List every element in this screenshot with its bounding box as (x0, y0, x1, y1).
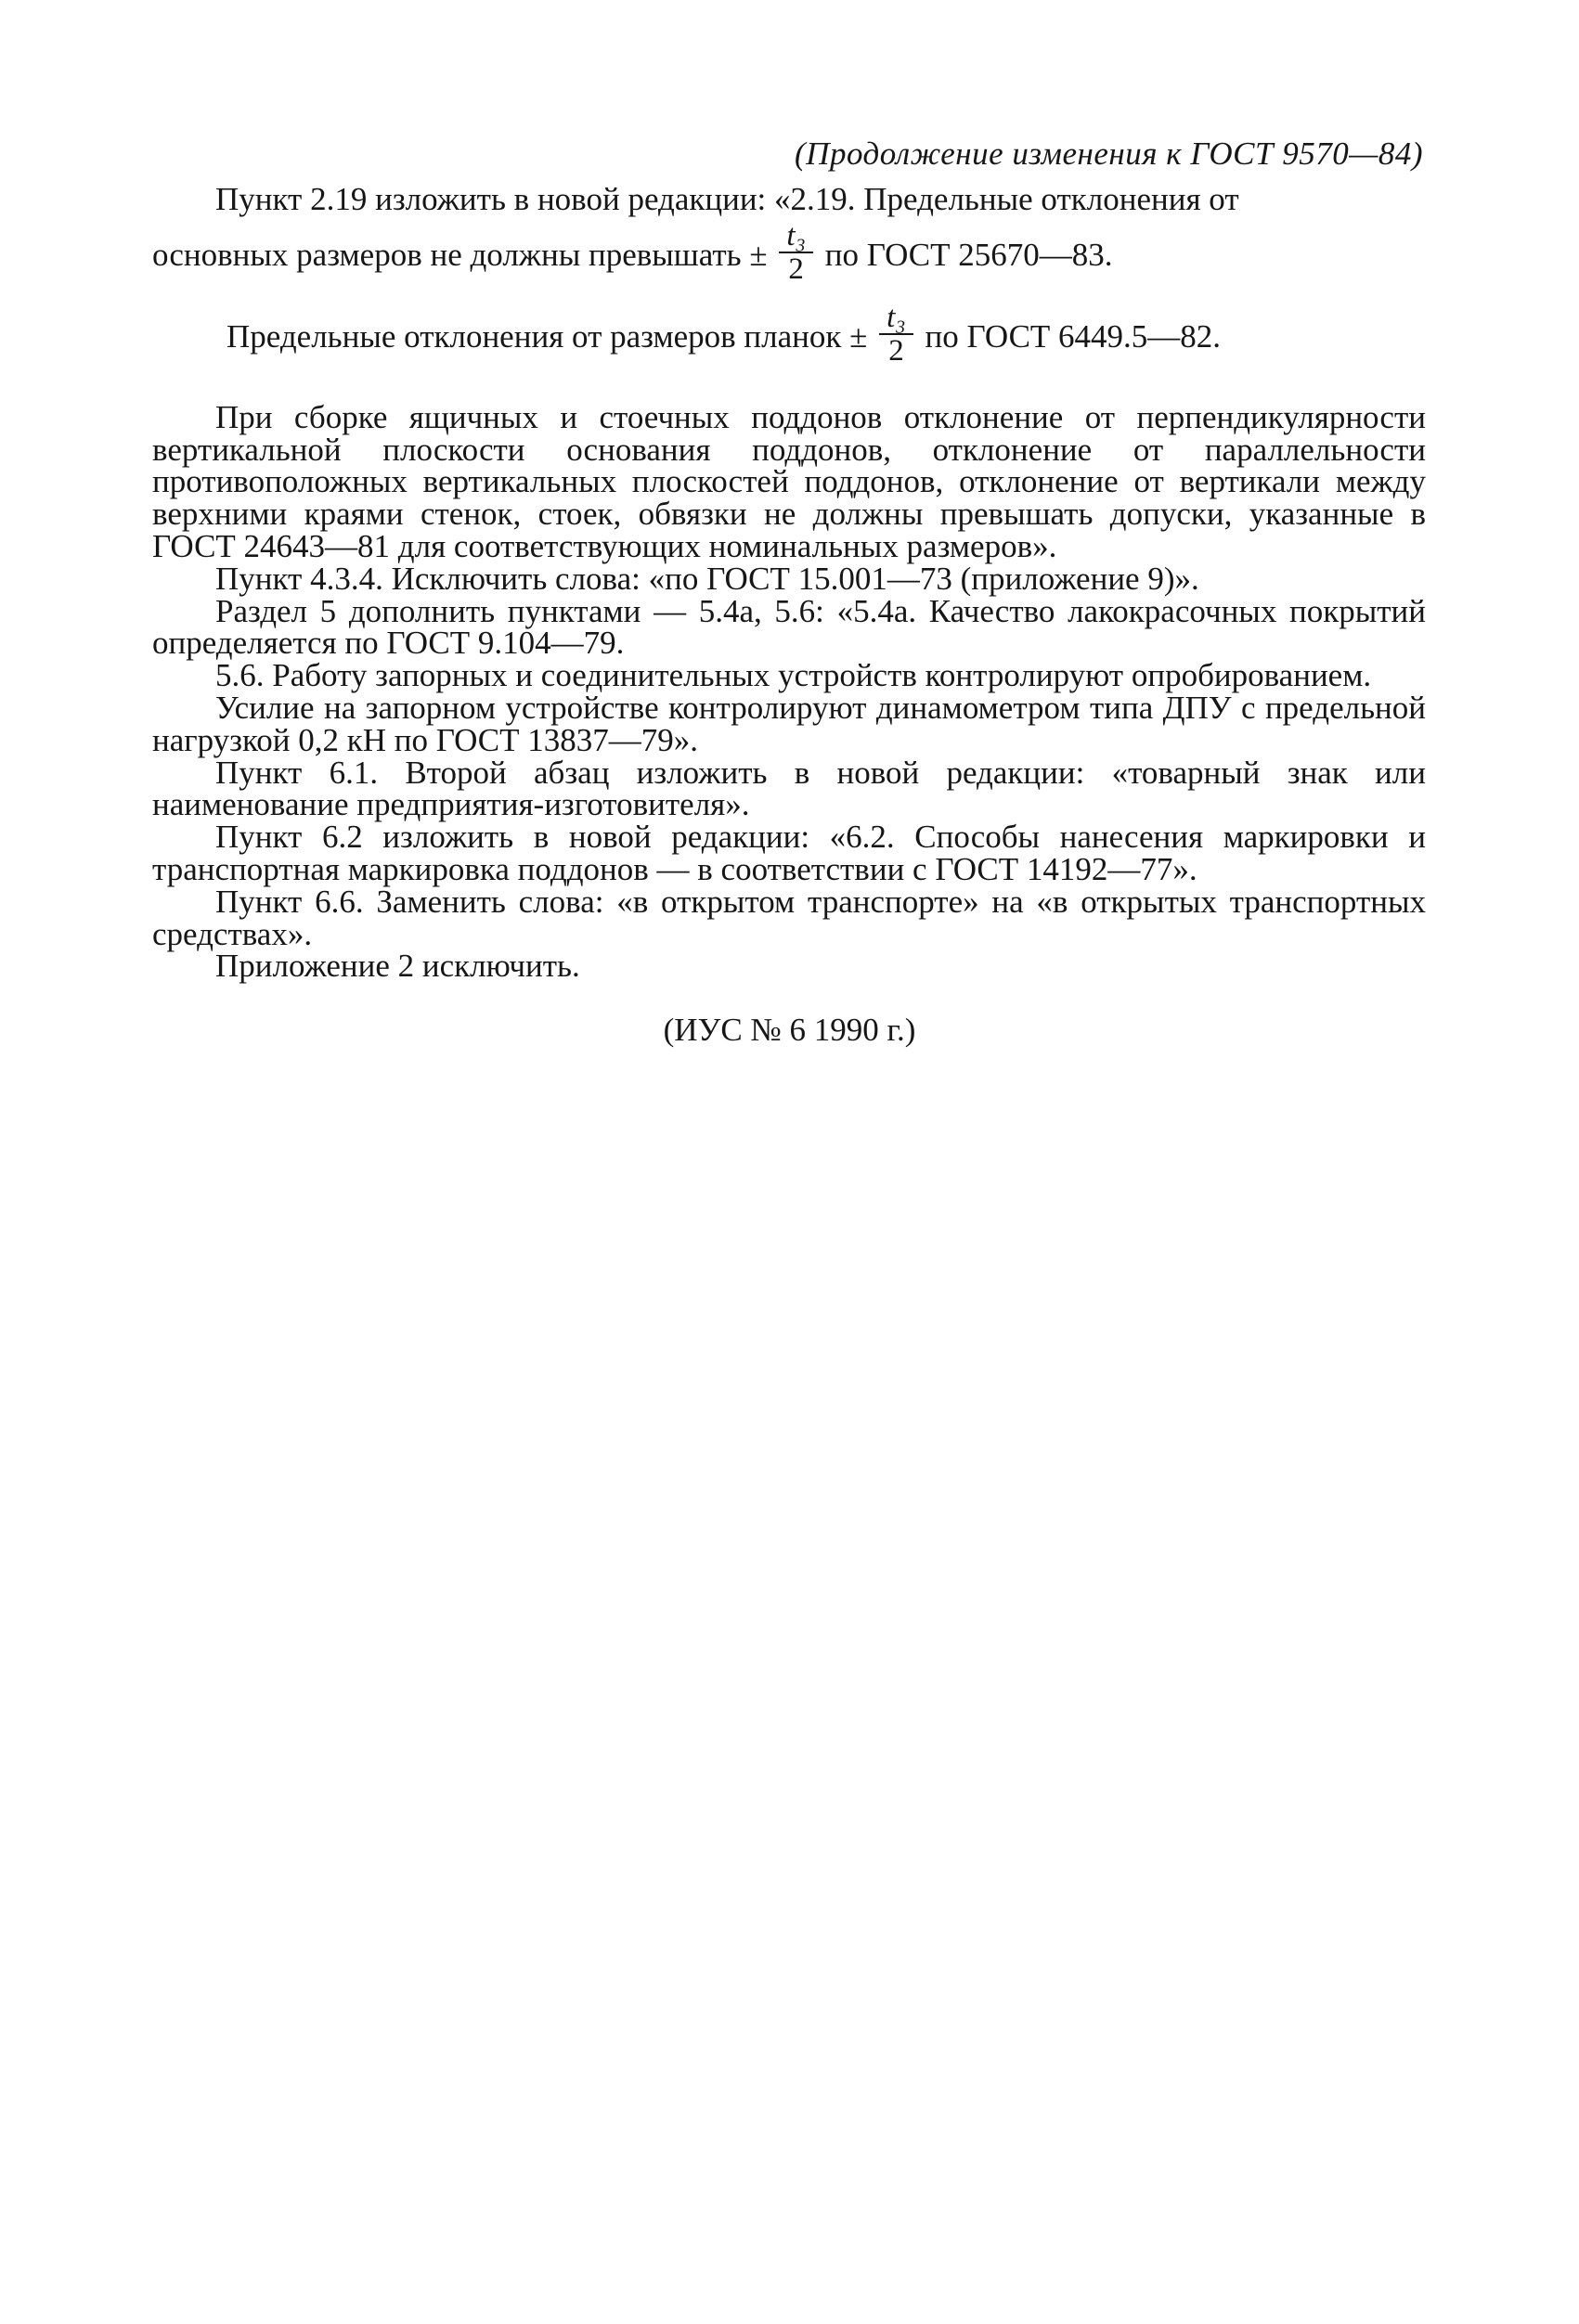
formula-2-text-before: Предельные отклонения от размеров планок ± (226, 317, 868, 355)
fraction-1-denominator: 2 (788, 252, 804, 286)
formula-1-text-after: по ГОСТ 25670—83. (824, 236, 1113, 273)
fraction-2-denominator: 2 (888, 333, 904, 368)
ius-reference-text: (ИУС № 6 1990 г.) (663, 1012, 916, 1048)
formula-1 (152, 218, 1113, 290)
ius-reference (0, 1012, 1579, 1049)
formula-2-text-after: по ГОСТ 6449.5—82. (925, 317, 1222, 355)
paragraph-item-2-19: Пункт 2.19 изложить в новой редакции: «2.19. Предельные отклонения от (215, 181, 1239, 217)
fraction-1-numerator: t₃ (779, 220, 813, 253)
paragraph-item-6-1: Пункт 6.1. Второй абзац изложить в новой редакции: «товарный знак или наименование предприятия-изготовителя». (152, 754, 1426, 823)
paragraph-appendix-2: Приложение 2 исключить. (215, 948, 580, 985)
paragraph-item-4-3-4: Пункт 4.3.4. Исключить слова: «по ГОСТ 15.001—73 (приложение 9)». (215, 560, 1199, 597)
document-body (152, 181, 1426, 985)
paragraph-item-6-6: Пункт 6.6. Заменить слова: «в открытом транспорте» на «в открытых транспортных средствах». (152, 883, 1426, 952)
fraction-1 (779, 220, 813, 285)
paragraph-item-5-6: 5.6. Работу запорных и соединительных устройств контролируют опробированием. (215, 657, 1372, 694)
formula-1-text-before: основных размеров не должны превышать ± (152, 236, 768, 273)
paragraph-section-5: Раздел 5 дополнить пунктами — 5.4а, 5.6: «5.4а. Качество лакокрасочных покрытий определяется по ГОСТ 9.104—79. (152, 592, 1426, 662)
formula-2 (226, 300, 1222, 372)
paragraph-force-control: Усилие на запорном устройстве контролируют динамометром типа ДПУ с предельной нагрузкой 0,2 кН по ГОСТ 13837—79». (152, 689, 1426, 758)
formula-line-1 (152, 216, 1426, 309)
formula-line-2 (152, 300, 1426, 402)
fraction-2-numerator: t₃ (879, 302, 913, 335)
fraction-2 (879, 302, 913, 367)
paragraph-item-6-2: Пункт 6.2 изложить в новой редакции: «6.2. Способы нанесения маркировки и транспортная маркировка поддонов — в соответствии с ГОСТ 14192—77». (152, 819, 1426, 887)
continuation-header: (Продолжение изменения к ГОСТ 9570—84) (795, 136, 1423, 172)
paragraph-assembly-tolerances: При сборке ящичных и стоечных поддонов отклонение от перпендикулярности вертикальной плоскости основания поддонов, отклонение от параллельности противоположных вертикальных плоскостей поддонов, отклонение от вертикали между верхними краями стенок, стоек, обвязки не должны превышать допуски, указанные в ГОСТ 24643—81 для соответствующих номинальных размеров». (152, 398, 1426, 564)
